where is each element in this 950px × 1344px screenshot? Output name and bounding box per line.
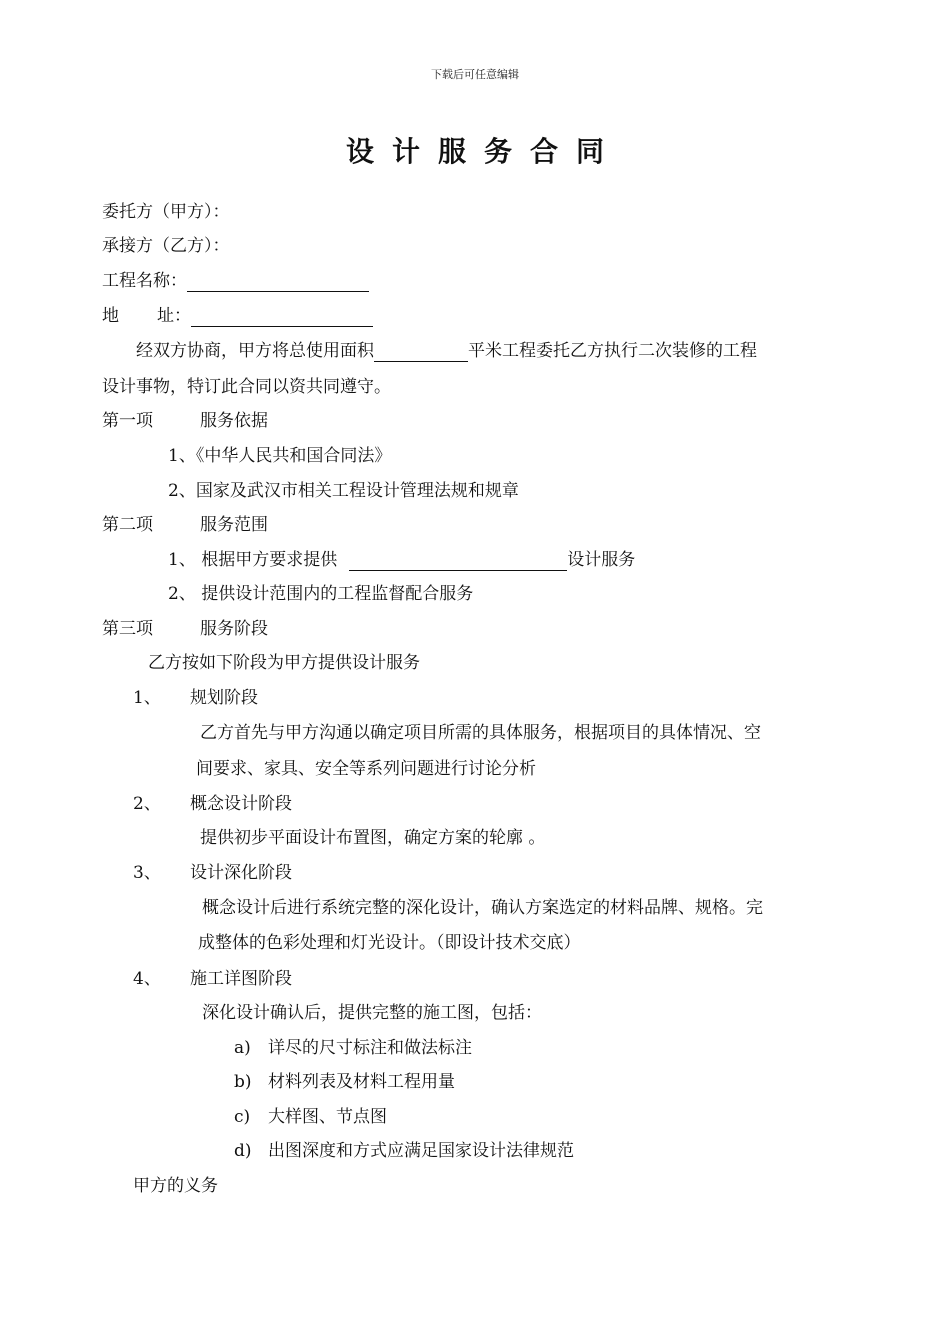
section3-lead: 乙方按如下阶段为甲方提供设计服务	[148, 653, 420, 673]
intro-line-1	[136, 340, 757, 362]
document-title: 设计服务合同	[345, 135, 622, 168]
section2-number: 第二项	[102, 515, 153, 535]
area-blank[interactable]	[374, 344, 468, 362]
address-label-b: 址：	[157, 306, 191, 326]
stage-4-line-1: 深化设计确认后，提供完整的施工图，包括：	[202, 1003, 542, 1023]
stage-1-title: 规划阶段	[190, 688, 258, 708]
section2-item-1-text: 1、 根据甲方要求提供	[168, 550, 338, 570]
client-label: 委托方（甲方）：	[102, 202, 230, 222]
stage-4-number: 4、	[133, 969, 161, 989]
stage-2-line-1: 提供初步平面设计布置图，确定方案的轮廓 。	[200, 828, 546, 848]
project-name-row	[102, 270, 369, 292]
section2-item-1-suffix: 设计服务	[567, 550, 636, 570]
stage-3-line-2: 成整体的色彩处理和灯光设计。（即设计技术交底）	[198, 933, 581, 953]
page-header: 下载后可任意编辑	[431, 68, 519, 81]
address-label-a: 地	[102, 306, 119, 326]
intro-line-2: 设计事物，特订此合同以资共同遵守。	[102, 377, 391, 397]
contractor-label: 承接方（乙方）：	[102, 236, 230, 256]
section2-item-2: 2、 提供设计范围内的工程监督配合服务	[168, 584, 474, 604]
section2-item-1	[168, 549, 635, 571]
stage-4-title: 施工详图阶段	[190, 969, 292, 989]
subitem-d-text: 出图深度和方式应满足国家设计法律规范	[268, 1141, 574, 1161]
obligations-heading: 甲方的义务	[133, 1176, 218, 1196]
stage-3-title: 设计深化阶段	[190, 863, 292, 883]
stage-2-number: 2、	[133, 794, 161, 814]
subitem-b-label: b)	[234, 1072, 252, 1092]
stage-3-number: 3、	[133, 863, 161, 883]
section1-item-1: 1、《中华人民共和国合同法》	[168, 446, 392, 466]
project-name-blank[interactable]	[187, 274, 369, 292]
service-blank[interactable]	[349, 553, 567, 571]
subitem-b-text: 材料列表及材料工程用量	[268, 1072, 455, 1092]
subitem-d-label: d)	[234, 1141, 252, 1161]
address-blank[interactable]	[191, 309, 373, 327]
section3-title: 服务阶段	[200, 619, 268, 639]
subitem-a-label: a)	[234, 1038, 251, 1058]
address-row	[102, 305, 373, 327]
subitem-c-text: 大样图、节点图	[268, 1107, 387, 1127]
stage-1-number: 1、	[133, 688, 161, 708]
stage-1-line-1: 乙方首先与甲方沟通以确定项目所需的具体服务，根据项目的具体情况、空	[200, 723, 761, 743]
section2-title: 服务范围	[200, 515, 268, 535]
intro-part-1: 经双方协商，甲方将总使用面积	[136, 341, 374, 361]
project-name-label: 工程名称：	[102, 271, 187, 291]
section1-number: 第一项	[102, 411, 153, 431]
section3-number: 第三项	[102, 619, 153, 639]
section1-item-2: 2、国家及武汉市相关工程设计管理法规和规章	[168, 481, 519, 501]
stage-2-title: 概念设计阶段	[190, 794, 292, 814]
intro-part-2: 平米工程委托乙方执行二次装修的工程	[468, 341, 757, 361]
stage-3-line-1: 概念设计后进行系统完整的深化设计，确认方案选定的材料品牌、规格。完	[202, 898, 763, 918]
subitem-c-label: c)	[234, 1107, 251, 1127]
section1-title: 服务依据	[200, 411, 268, 431]
subitem-a-text: 详尽的尺寸标注和做法标注	[268, 1038, 472, 1058]
stage-1-line-2: 间要求、家具、安全等系列问题进行讨论分析	[196, 759, 536, 779]
